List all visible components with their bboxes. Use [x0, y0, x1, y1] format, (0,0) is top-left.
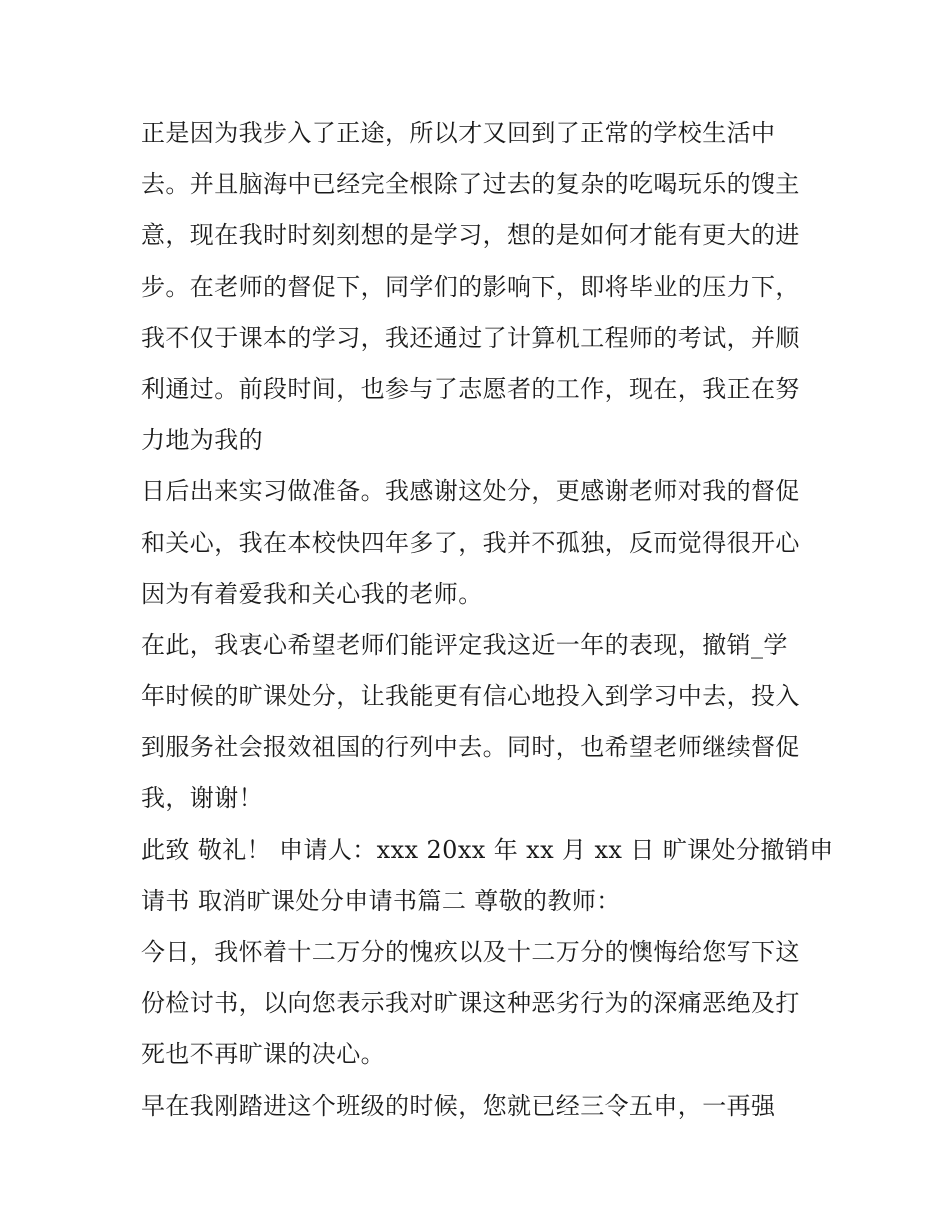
text-line: 步。在老师的督促下，同学们的影响下，即将毕业的压力下， — [141, 272, 800, 301]
text-line: 日后出来实习做准备。我感谢这处分，更感谢老师对我的督促 — [141, 477, 800, 506]
text-line: 力地为我的 — [141, 426, 263, 455]
text-line: 今日，我怀着十二万分的愧疚以及十二万分的懊悔给您写下这 — [141, 938, 800, 966]
text-line: 年时候的旷课处分，让我能更有信心地投入到学习中去，投入 — [141, 682, 800, 711]
text-line: 在此，我衷心希望老师们能评定我这近一年的表现，撤销_学 — [141, 630, 788, 659]
text-line: 份检讨书，以向您表示我对旷课这种恶劣行为的深痛恶绝及打 — [141, 989, 800, 1018]
text-line: 正是因为我步入了正途，所以才又回到了正常的学校生活中 — [141, 119, 776, 147]
text-line: 和关心，我在本校快四年多了，我并不孤独，反而觉得很开心 — [141, 528, 800, 557]
text-line: 到服务社会报效祖国的行列中去。同时，也希望老师继续督促 — [141, 733, 800, 762]
text-line: 我不仅于课本的学习，我还通过了计算机工程师的考试，并顺 — [141, 323, 800, 352]
text-line: 早在我刚踏进这个班级的时候，您就已经三令五申，一再强 — [141, 1091, 776, 1120]
text-line: 意，现在我时时刻刻想的是学习，想的是如何才能有更大的进 — [141, 221, 800, 250]
document-body — [141, 108, 834, 1132]
text-line: 去。并且脑海中已经完全根除了过去的复杂的吃喝玩乐的馊主 — [141, 170, 800, 199]
text-line: 利通过。前段时间，也参与了志愿者的工作，现在，我正在努 — [141, 374, 800, 403]
text-line: 因为有着爱我和关心我的老师。 — [141, 579, 483, 608]
text-line: 死也不再旷课的决心。 — [141, 1040, 385, 1069]
text-line: 我，谢谢！ — [141, 784, 263, 813]
text-line: 此致 敬礼！ 申请人：xxx 20xx 年 xx 月 xx 日 旷课处分撤销申 — [141, 835, 834, 864]
text-line: 请书 取消旷课处分申请书篇二 尊敬的教师： — [141, 886, 621, 915]
